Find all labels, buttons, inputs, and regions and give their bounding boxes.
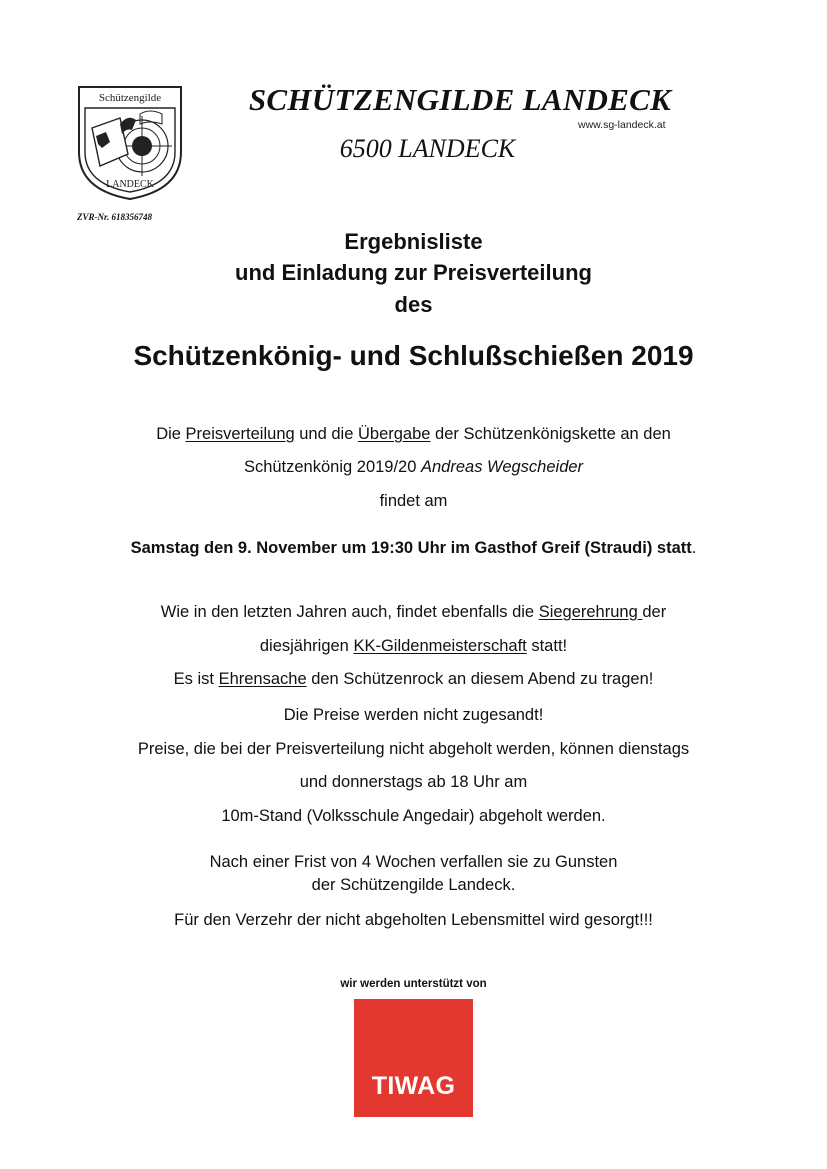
info-line-1: Wie in den letzten Jahren auch, findet ebenfalls die Siegerehrung der (160, 603, 667, 621)
club-crest-logo (76, 84, 184, 202)
event-date-line: Samstag den 9. November um 19:30 Uhr im Gasthof Greif (Straudi) statt. (130, 539, 697, 557)
heading-line-1: Ergebnisliste (344, 229, 483, 254)
info-line-5: Preise, die bei der Preisverteilung nicht abgeholt werden, können dienstags (137, 740, 690, 758)
invitation-line-3: findet am (379, 492, 448, 510)
info-line-7: 10m-Stand (Volksschule Angedair) abgeholt werden. (221, 807, 606, 825)
sponsor-logo (354, 999, 473, 1117)
logo-text-bottom: LANDECK (106, 179, 154, 190)
logo-text-top: Schützengilde (98, 92, 162, 104)
info-line-2: diesjährigen KK-Gildenmeisterschaft statt! (259, 637, 568, 655)
event-title: Schützenkönig- und Schlußschießen 2019 (133, 340, 694, 371)
info-line-9: der Schützengilde Landeck. (311, 876, 516, 894)
sponsor-label: wir werden unterstützt von (340, 978, 487, 990)
invitation-line-2: Schützenkönig 2019/20 Andreas Wegscheider (243, 458, 584, 476)
invitation-line-1: Die Preisverteilung und die Übergabe der Schützenkönigskette an den (156, 425, 671, 443)
heading-line-2: und Einladung zur Preisverteilung (235, 260, 592, 285)
organization-city: 6500 LANDECK (339, 134, 516, 163)
king-name: Andreas Wegscheider (421, 458, 584, 476)
heading-line-3: des (394, 292, 433, 317)
info-line-10: Für den Verzehr der nicht abgeholten Lebensmittel wird gesorgt!!! (174, 911, 653, 929)
info-line-8: Nach einer Frist von 4 Wochen verfallen sie zu Gunsten (209, 853, 618, 871)
sponsor-logo-text: TIWAG (371, 1072, 456, 1100)
organization-title: SCHÜTZENGILDE LANDECK (248, 82, 672, 117)
info-line-3: Es ist Ehrensache den Schützenrock an diesem Abend zu tragen! (173, 670, 654, 688)
info-line-6: und donnerstags ab 18 Uhr am (299, 773, 528, 791)
info-line-4: Die Preise werden nicht zugesandt! (283, 706, 544, 724)
website-link[interactable]: www.sg-landeck.at (578, 119, 666, 131)
registration-number: ZVR-Nr. 618356748 (77, 212, 153, 222)
